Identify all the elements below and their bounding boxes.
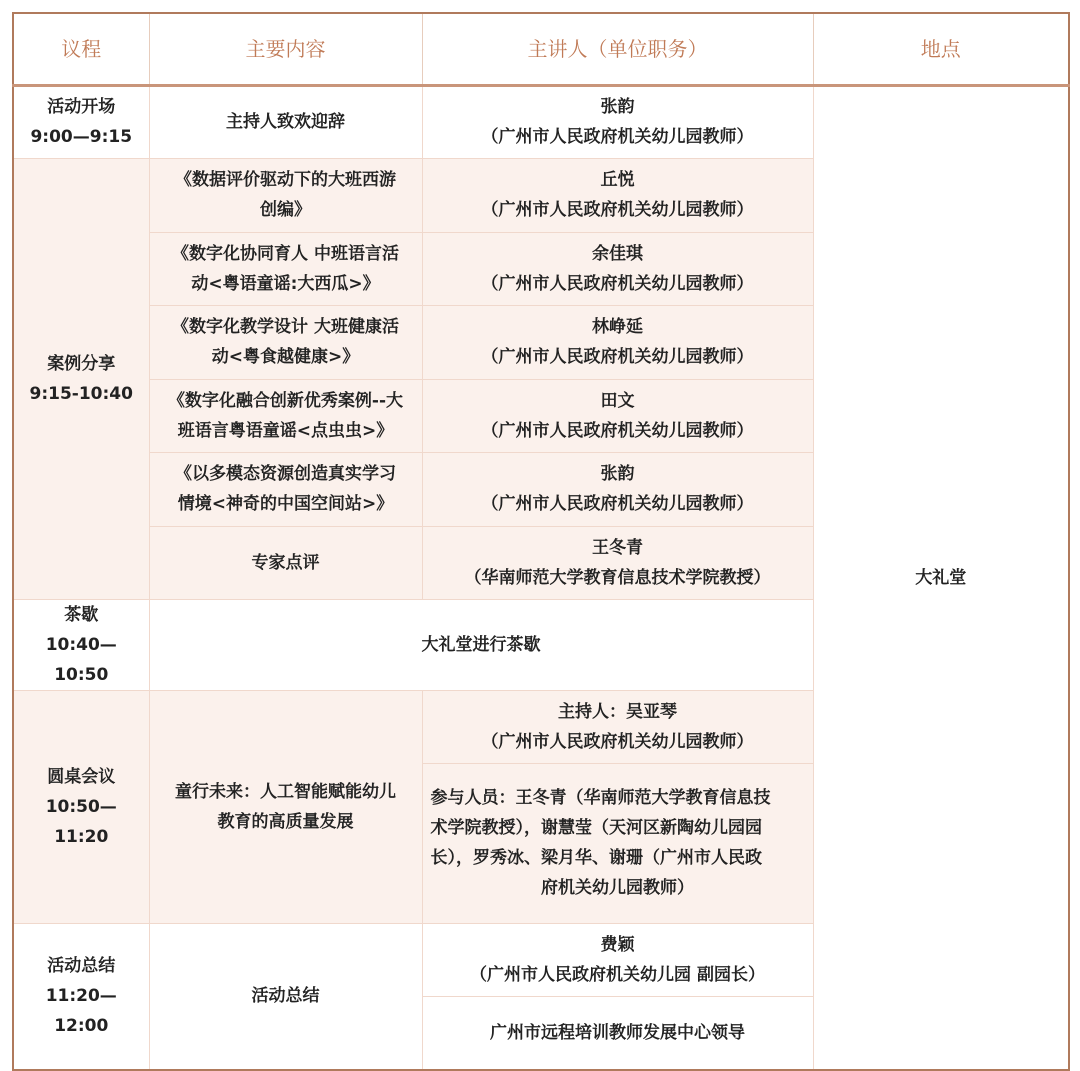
agenda-title: 活动总结 xyxy=(47,956,116,977)
speaker-cell xyxy=(422,690,813,763)
speaker-name: 丘悦 xyxy=(600,170,635,190)
content-cell xyxy=(149,690,422,923)
speaker-cell xyxy=(422,379,813,452)
participants-cell xyxy=(422,763,813,923)
speaker-cell xyxy=(422,452,813,526)
speaker-org: （广州市人民政府机关幼儿园教师） xyxy=(481,200,754,220)
speaker-org: （广州市人民政府机关幼儿园教师） xyxy=(481,494,754,514)
content-cell xyxy=(149,526,422,599)
content-line: 《数字化教学设计 大班健康活 xyxy=(172,317,399,337)
speaker-org: （华南师范大学教育信息技术学院教授） xyxy=(464,567,771,588)
speaker-name: 田文 xyxy=(600,390,635,411)
content-line: 情境<神奇的中国空间站>》 xyxy=(177,494,394,514)
content-cell: 活动总结 xyxy=(149,923,422,1070)
speaker-cell xyxy=(422,923,813,996)
speaker-org: （广州市人民政府机关幼儿园教师） xyxy=(481,273,754,294)
header-content: 主要内容 xyxy=(149,13,422,85)
header-row xyxy=(13,13,1069,85)
content-line: 教育的高质量发展 xyxy=(217,811,354,832)
participants-line: 长），罗秀冰、梁月华、谢珊（广州市人民政 xyxy=(430,848,762,868)
host-org: （广州市人民政府机关幼儿园教师） xyxy=(481,731,754,752)
agenda-cell xyxy=(13,690,149,923)
content-line: 班语言粤语童谣<点虫虫>》 xyxy=(177,420,394,441)
speaker-name: 张韵 xyxy=(600,464,635,484)
content-cell: 主持人致欢迎辞 xyxy=(149,85,422,158)
content-cell: 大礼堂进行茶歇 xyxy=(149,599,813,690)
content-line: 创编》 xyxy=(260,200,311,220)
header-location: 地点 xyxy=(813,13,1069,85)
content-line: 《数据评价驱动下的大班西游 xyxy=(175,170,396,190)
location-cell: 大礼堂 xyxy=(813,85,1069,1070)
agenda-time: 10:50—11:20 xyxy=(45,796,117,847)
content-line: 《数字化融合创新优秀案例--大 xyxy=(167,390,404,411)
content-line: 《以多模态资源创造真实学习 xyxy=(175,464,396,484)
content-line: 专家点评 xyxy=(251,552,320,573)
agenda-cell xyxy=(13,85,149,158)
content-cell xyxy=(149,305,422,379)
agenda-time: 9:15-10:40 xyxy=(29,383,133,404)
agenda-title: 圆桌会议 xyxy=(47,766,116,787)
content-line: 童行未来：人工智能赋能幼儿 xyxy=(175,781,396,802)
agenda-cell xyxy=(13,599,149,690)
speaker-cell xyxy=(422,305,813,379)
speaker-cell xyxy=(422,232,813,305)
agenda-title: 活动开场 xyxy=(47,97,116,117)
header-speaker: 主讲人（单位职务） xyxy=(422,13,813,85)
speaker-org: （广州市人民政府机关幼儿园教师） xyxy=(481,347,754,367)
speaker-cell xyxy=(422,158,813,232)
agenda-table xyxy=(12,12,1070,1071)
speaker-name: 费颖 xyxy=(600,934,635,955)
leader-cell: 广州市远程培训教师发展中心领导 xyxy=(422,996,813,1070)
speaker-org: （广州市人民政府机关幼儿园 副园长） xyxy=(470,964,765,985)
agenda-title: 案例分享 xyxy=(47,353,116,374)
speaker-name: 余佳琪 xyxy=(592,243,643,264)
speaker-org: （广州市人民政府机关幼儿园教师） xyxy=(481,420,754,441)
content-cell xyxy=(149,379,422,452)
participants-line: 府机关幼儿园教师） xyxy=(541,878,694,898)
agenda-time: 11:20—12:00 xyxy=(45,986,117,1037)
content-line: 《数字化协同育人 中班语言活 xyxy=(172,243,399,264)
speaker-name: 王冬青 xyxy=(592,537,643,558)
speaker-cell xyxy=(422,526,813,599)
content-cell xyxy=(149,158,422,232)
content-cell xyxy=(149,232,422,305)
agenda-cell xyxy=(13,158,149,599)
speaker-org: （广州市人民政府机关幼儿园教师） xyxy=(481,127,754,147)
speaker-name: 张韵 xyxy=(600,97,635,117)
content-line: 动<粤语童谣:大西瓜>》 xyxy=(191,273,380,294)
participants-line: 术学院教授），谢慧莹（天河区新陶幼儿园园 xyxy=(430,818,762,838)
table-row xyxy=(13,85,1069,158)
speaker-cell xyxy=(422,85,813,158)
agenda-time: 10:40—10:50 xyxy=(45,634,117,685)
header-agenda: 议程 xyxy=(13,13,149,85)
agenda-title: 茶歇 xyxy=(64,604,99,625)
agenda-time: 9:00—9:15 xyxy=(30,127,133,147)
content-cell xyxy=(149,452,422,526)
host-name: 主持人：吴亚琴 xyxy=(558,701,677,722)
participants-line: 参与人员：王冬青（华南师范大学教育信息技 xyxy=(430,788,771,808)
speaker-name: 林峥延 xyxy=(592,317,643,337)
agenda-cell xyxy=(13,923,149,1070)
content-line: 动<粤食越健康>》 xyxy=(211,347,360,367)
